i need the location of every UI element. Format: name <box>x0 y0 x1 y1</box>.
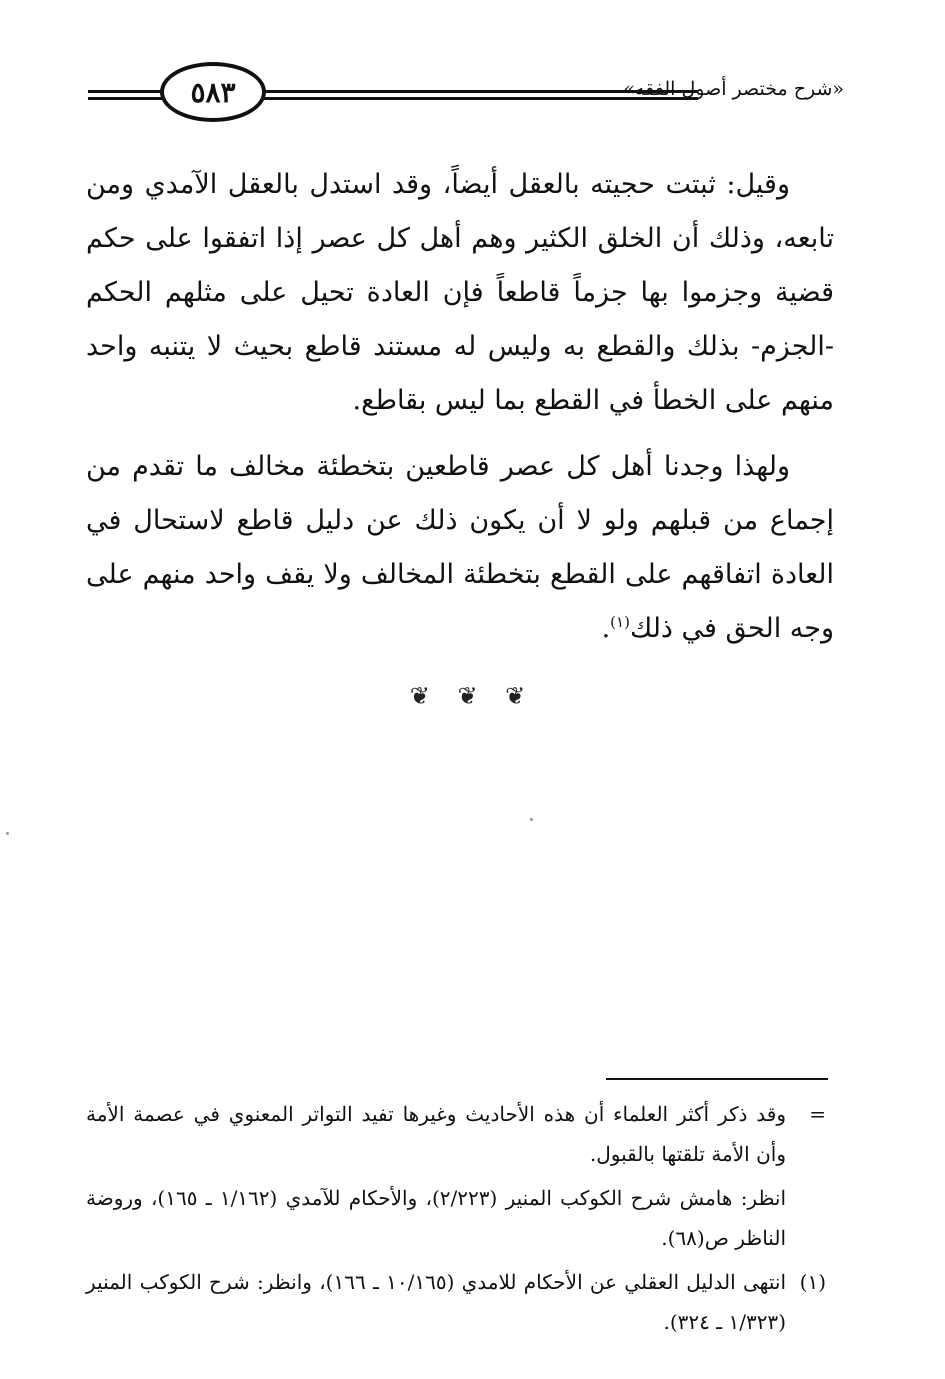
footnote-1-text: انتهى الدليل العقلي عن الأحكام للامدي (١٠/١٦٥ ـ ١٦٦)، وانظر: شرح الكوكب المنير (١/٣٢٣ ـ ٣٢٤). <box>86 1270 787 1334</box>
footnote-1 <box>86 1262 826 1342</box>
running-title: «شرح مختصر أصول الفقه» <box>623 78 844 100</box>
footnote-separator <box>606 1078 828 1080</box>
footnotes <box>86 1094 826 1346</box>
scan-speck <box>6 832 9 835</box>
paragraph-2-end: . <box>601 613 611 644</box>
footnote-reference: (١) <box>610 613 630 631</box>
paragraph-1: وقيل: ثبتت حجيته بالعقل أيضاً، وقد استدل بالعقل الآمدي ومن تابعه، وذلك أن الخلق الكثير وهم أهل كل عصر إذا اتفقوا على حكم قضية وجزموا بها جزماً قاطعاً فإن العادة تحيل على مثلهم الحكم -الجزم- بذلك والقطع به وليس له مستند قاطع بحيث لا يتنبه واحد منهم على الخطأ في القطع بما ليس بقاطع. <box>86 169 834 416</box>
paragraph-2-text: ولهذا وجدنا أهل كل عصر قاطعين بتخطئة مخالف ما تقدم من إجماع من قبلهم ولو لا أن يكون ذلك عن دليل قاطع لاستحال في العادة اتفاقهم على القطع بتخطئة المخالف ولا يقف واحد منهم على وجه الحق في ذلك <box>86 451 834 644</box>
page-header <box>88 62 844 130</box>
continuation-marker: = <box>809 1102 826 1126</box>
body-text <box>86 158 834 668</box>
continuation-reference: انظر: هامش شرح الكوكب المنير (٢/٢٢٣)، والأحكام للآمدي (١/١٦٢ ـ ١٦٥)، وروضة الناظر ص(٦٨). <box>86 1186 786 1250</box>
page-number: ٥٨٣ <box>160 62 266 122</box>
section-ornament: ❦ ❦ ❦ <box>409 682 536 710</box>
footnote-1-marker: (١) <box>799 1270 826 1294</box>
header-rule-left <box>88 90 168 93</box>
footnote-continuation <box>86 1094 826 1174</box>
continuation-text: وقد ذكر أكثر العلماء أن هذه الأحاديث وغيرها تفيد التواتر المعنوي في عصمة الأمة وأن الأمة تلقتها بالقبول. <box>86 1102 786 1166</box>
scan-speck <box>530 818 533 821</box>
paragraph-2 <box>86 440 834 656</box>
